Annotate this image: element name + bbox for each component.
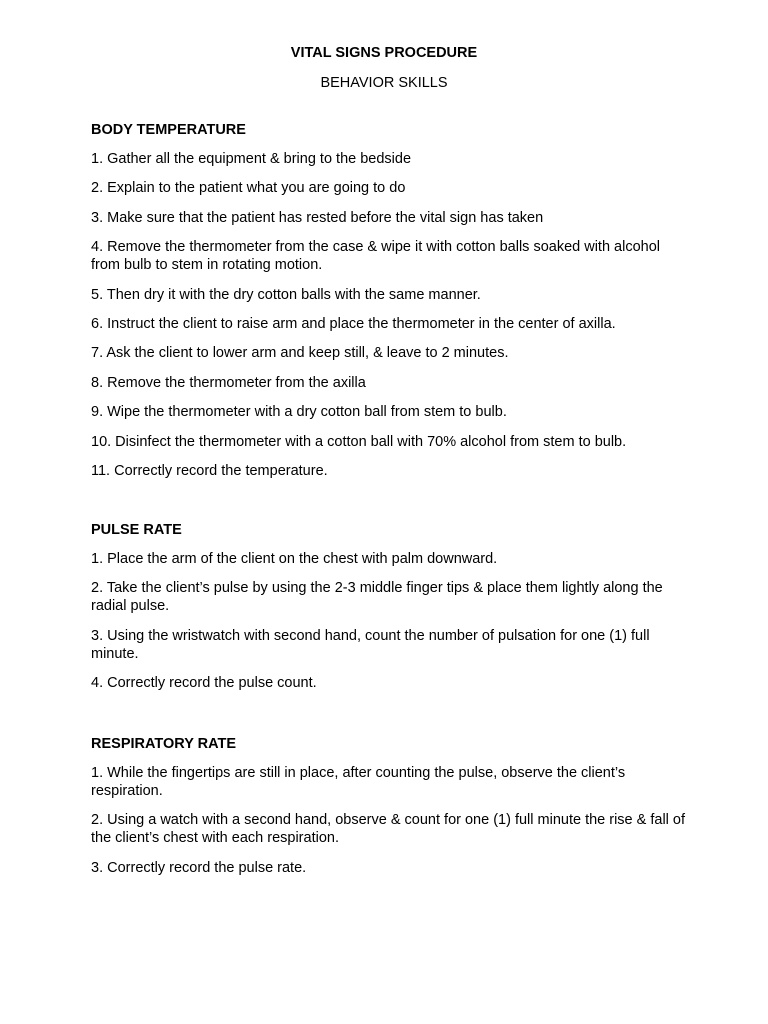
section-respiratory-rate xyxy=(91,735,691,888)
list-item: 1. Place the arm of the client on the chest with palm downward. xyxy=(91,551,498,567)
list-item: 7. Ask the client to lower arm and keep still, & leave to 2 minutes. xyxy=(91,345,509,362)
list-item: 4. Remove the thermometer from the case & wipe it with cotton balls soaked with alcohol from bulb to stem in rotating motion. xyxy=(91,239,660,274)
section-body-temperature xyxy=(91,121,691,491)
list-item: 8. Remove the thermometer from the axilla xyxy=(91,374,366,391)
list-item: 11. Correctly record the temperature. xyxy=(91,462,328,479)
document-title: VITAL SIGNS PROCEDURE xyxy=(290,45,478,61)
list-item: 3. Correctly record the pulse rate. xyxy=(91,859,307,876)
steps-list xyxy=(91,550,691,692)
document-subtitle: BEHAVIOR SKILLS xyxy=(320,75,448,91)
steps-list xyxy=(91,764,691,877)
list-item: 3. Make sure that the patient has rested before the vital sign has taken xyxy=(91,209,544,226)
section-heading: RESPIRATORY RATE xyxy=(91,736,237,752)
list-item: 3. Using the wristwatch with second hand, count the number of pulsation for one (1) full minute. xyxy=(91,627,650,662)
list-item: 9. Wipe the thermometer with a dry cotton ball from stem to bulb. xyxy=(91,404,507,421)
list-item: 10. Disinfect the thermometer with a cotton ball with 70% alcohol from stem to bulb. xyxy=(91,433,627,450)
list-item: 6. Instruct the client to raise arm and place the thermometer in the center of axilla. xyxy=(91,315,616,332)
list-item: 2. Take the client’s pulse by using the 2-3 middle finger tips & place them lightly along the radial pulse. xyxy=(91,580,663,615)
section-heading: BODY TEMPERATURE xyxy=(91,122,246,138)
list-item: 5. Then dry it with the dry cotton balls with the same manner. xyxy=(91,286,481,303)
list-item: 4. Correctly record the pulse count. xyxy=(91,675,317,692)
list-item: 2. Explain to the patient what you are going to do xyxy=(91,180,406,197)
steps-list xyxy=(91,150,691,480)
list-item: 1. While the fingertips are still in place, after counting the pulse, observe the client’s respiration. xyxy=(91,765,626,799)
list-item: 1. Gather all the equipment & bring to the bedside xyxy=(91,151,412,167)
section-heading: PULSE RATE xyxy=(91,522,182,538)
section-pulse-rate xyxy=(91,521,691,704)
list-item: 2. Using a watch with a second hand, observe & count for one (1) full minute the rise & fall of the client’s chest with each respiration. xyxy=(91,812,686,847)
